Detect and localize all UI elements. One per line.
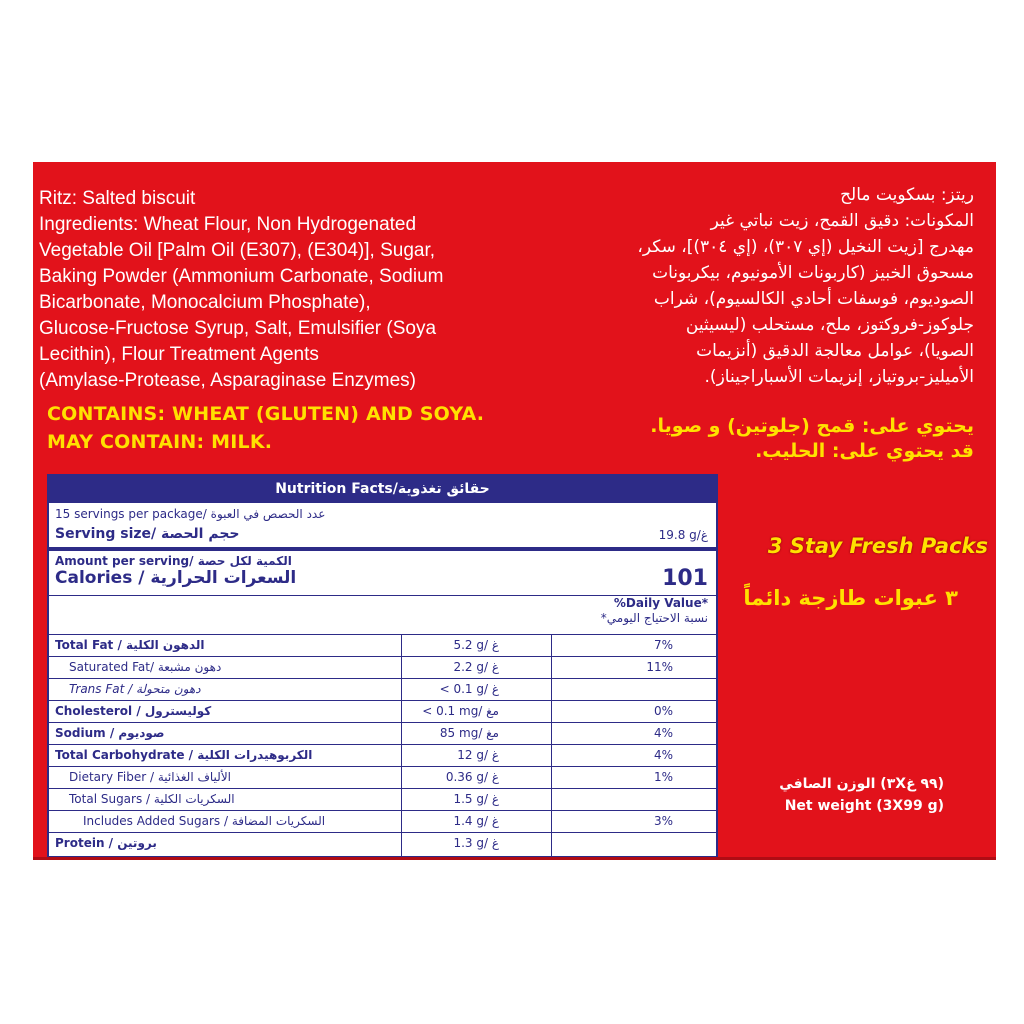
fresh-packs-en: 3 Stay Fresh Packs <box>767 534 988 558</box>
nutrient-row <box>49 810 716 833</box>
ingredients-line-ar: الصويا)، عوامل معالجة الدقيق (أنزيمات <box>696 341 974 361</box>
ingredients-line: Ingredients: Wheat Flour, Non Hydrogenated <box>39 214 417 235</box>
fresh-packs-ar: ٣ عبوات طازجة دائماً <box>743 586 958 610</box>
ingredients-line: Bicarbonate, Monocalcium Phosphate), <box>39 292 371 313</box>
nutrient-daily-value: 7% <box>653 638 673 652</box>
nutrient-amount: < 0.1 mg/ مغ <box>422 704 499 718</box>
panel-edge <box>33 857 996 860</box>
net-weight-ar: الوزن الصافي (٣X٩٩ غ) <box>779 776 944 792</box>
nutrient-row <box>49 634 716 657</box>
ingredients-line-ar: الصوديوم، فوسفات أحادي الكالسيوم)، شراب <box>653 289 974 309</box>
package-panel <box>33 162 996 860</box>
nutrient-row <box>49 678 716 701</box>
may-contain-statement: MAY CONTAIN: MILK. <box>47 431 273 453</box>
ingredients-line-ar: مسحوق الخبيز (كاربونات الأمونيوم، بيكربونات <box>652 263 974 283</box>
nutrient-amount: 1.3 g/ غ <box>453 836 499 850</box>
nutrient-amount: 12 g/ غ <box>457 748 499 762</box>
arabic-ingredients <box>544 182 974 390</box>
nutrient-name: Saturated Fat/ دهون مشبعة <box>69 660 222 674</box>
nutrient-name: Cholesterol / كوليسترول <box>55 704 212 718</box>
nutrient-row <box>49 788 716 811</box>
nutrient-name: Sodium / صوديوم <box>55 726 165 740</box>
nutrient-row <box>49 722 716 745</box>
nutrient-amount: 1.5 g/ غ <box>453 792 499 806</box>
nutrient-row <box>49 832 716 855</box>
allergen-warning-ar <box>650 414 974 464</box>
amount-per-serving: Amount per serving/ الكمية لكل حصة <box>55 554 292 568</box>
nutrient-name: Trans Fat / دهون متحولة <box>69 682 201 696</box>
may-contain-statement-ar: قد يحتوي على: الحليب. <box>755 440 974 462</box>
nutrient-row <box>49 744 716 767</box>
ingredients-line: Vegetable Oil [Palm Oil (E307), (E304)], Sugar, <box>39 240 436 261</box>
contains-statement-ar: يحتوي على: قمح (جلوتين) و صويا. <box>650 415 974 437</box>
nutrient-name: Dietary Fiber / الألياف الغذائية <box>69 770 232 784</box>
nutrient-daily-value: 1% <box>653 770 673 784</box>
servings-per-package: 15 servings per package/ عدد الحصص في العبوة <box>55 507 326 521</box>
ingredients-line-ar: مهدرج [زيت النخيل (إي ٣٠٧)، (إي ٣٠٤)]، سكر، <box>637 237 974 257</box>
nutrient-name: Protein / بروتين <box>55 836 157 850</box>
serving-size-value: 19.8 g/غ <box>658 528 708 542</box>
net-weight <box>779 773 944 817</box>
nutrient-daily-value: 4% <box>653 726 673 740</box>
ingredients-line: Baking Powder (Ammonium Carbonate, Sodium <box>39 266 444 287</box>
calories-value: 101 <box>662 566 708 591</box>
calories-label: Calories / السعرات الحرارية <box>55 568 297 588</box>
nutrient-amount: 0.36 g/ غ <box>445 770 499 784</box>
nutrient-row <box>49 656 716 679</box>
nutrient-row <box>49 766 716 789</box>
net-weight-en: Net weight (3X99 g) <box>784 798 944 814</box>
nutrient-name: Total Sugars / السكريات الكلية <box>69 792 235 806</box>
nutrient-amount: 1.4 g/ غ <box>453 814 499 828</box>
ingredients-line: (Amylase-Protease, Asparaginase Enzymes) <box>39 370 416 391</box>
nutrient-daily-value: 3% <box>653 814 673 828</box>
contains-statement: CONTAINS: WHEAT (GLUTEN) AND SOYA. <box>47 403 485 425</box>
nutrient-amount: < 0.1 g/ غ <box>439 682 499 696</box>
nutrient-daily-value: 4% <box>653 748 673 762</box>
nutrient-grid <box>49 634 716 856</box>
nutrient-amount: 5.2 g/ غ <box>453 638 499 652</box>
ingredients-line: Lecithin), Flour Treatment Agents <box>39 344 319 365</box>
ingredients-line-ar: جلوكوز-فروكتوز، ملح، مستحلب (ليسيثين <box>685 315 974 335</box>
nutrition-facts-table <box>47 474 718 858</box>
nutrient-daily-value: 11% <box>646 660 673 674</box>
ingredients-line-ar: المكونات: دقيق القمح، زيت نباتي غير <box>710 211 974 231</box>
nutrient-daily-value: 0% <box>653 704 673 718</box>
serving-size-label: Serving size/ حجم الحصة <box>55 526 240 542</box>
product-name-en: Ritz: Salted biscuit <box>39 188 196 209</box>
nutrient-name: Includes Added Sugars / السكريات المضافة <box>83 814 326 828</box>
divider <box>49 547 716 551</box>
nutrient-amount: 2.2 g/ غ <box>453 660 499 674</box>
nutrient-amount: 85 mg/ مغ <box>439 726 499 740</box>
product-name-ar: ريتز: بسكويت مالح <box>840 185 974 205</box>
ingredients-line: Glucose-Fructose Syrup, Salt, Emulsifier (Soya <box>39 318 437 339</box>
nutrient-name: Total Fat / الدهون الكلية <box>55 638 205 652</box>
nutrient-name: Total Carbohydrate / الكربوهيدرات الكلية <box>55 748 313 762</box>
nutrition-facts-title: Nutrition Facts/حقائق تغذوية <box>49 476 716 503</box>
allergen-warning-en <box>47 400 484 456</box>
daily-value-ar: *نسبة الاحتياج اليومي <box>600 611 708 625</box>
nutrient-row <box>49 700 716 723</box>
english-ingredients <box>39 186 509 394</box>
ingredients-line-ar: الأميليز-بروتياز، إنزيمات الأسباراجيناز). <box>704 367 974 387</box>
daily-value-en: %Daily Value* <box>613 596 708 610</box>
